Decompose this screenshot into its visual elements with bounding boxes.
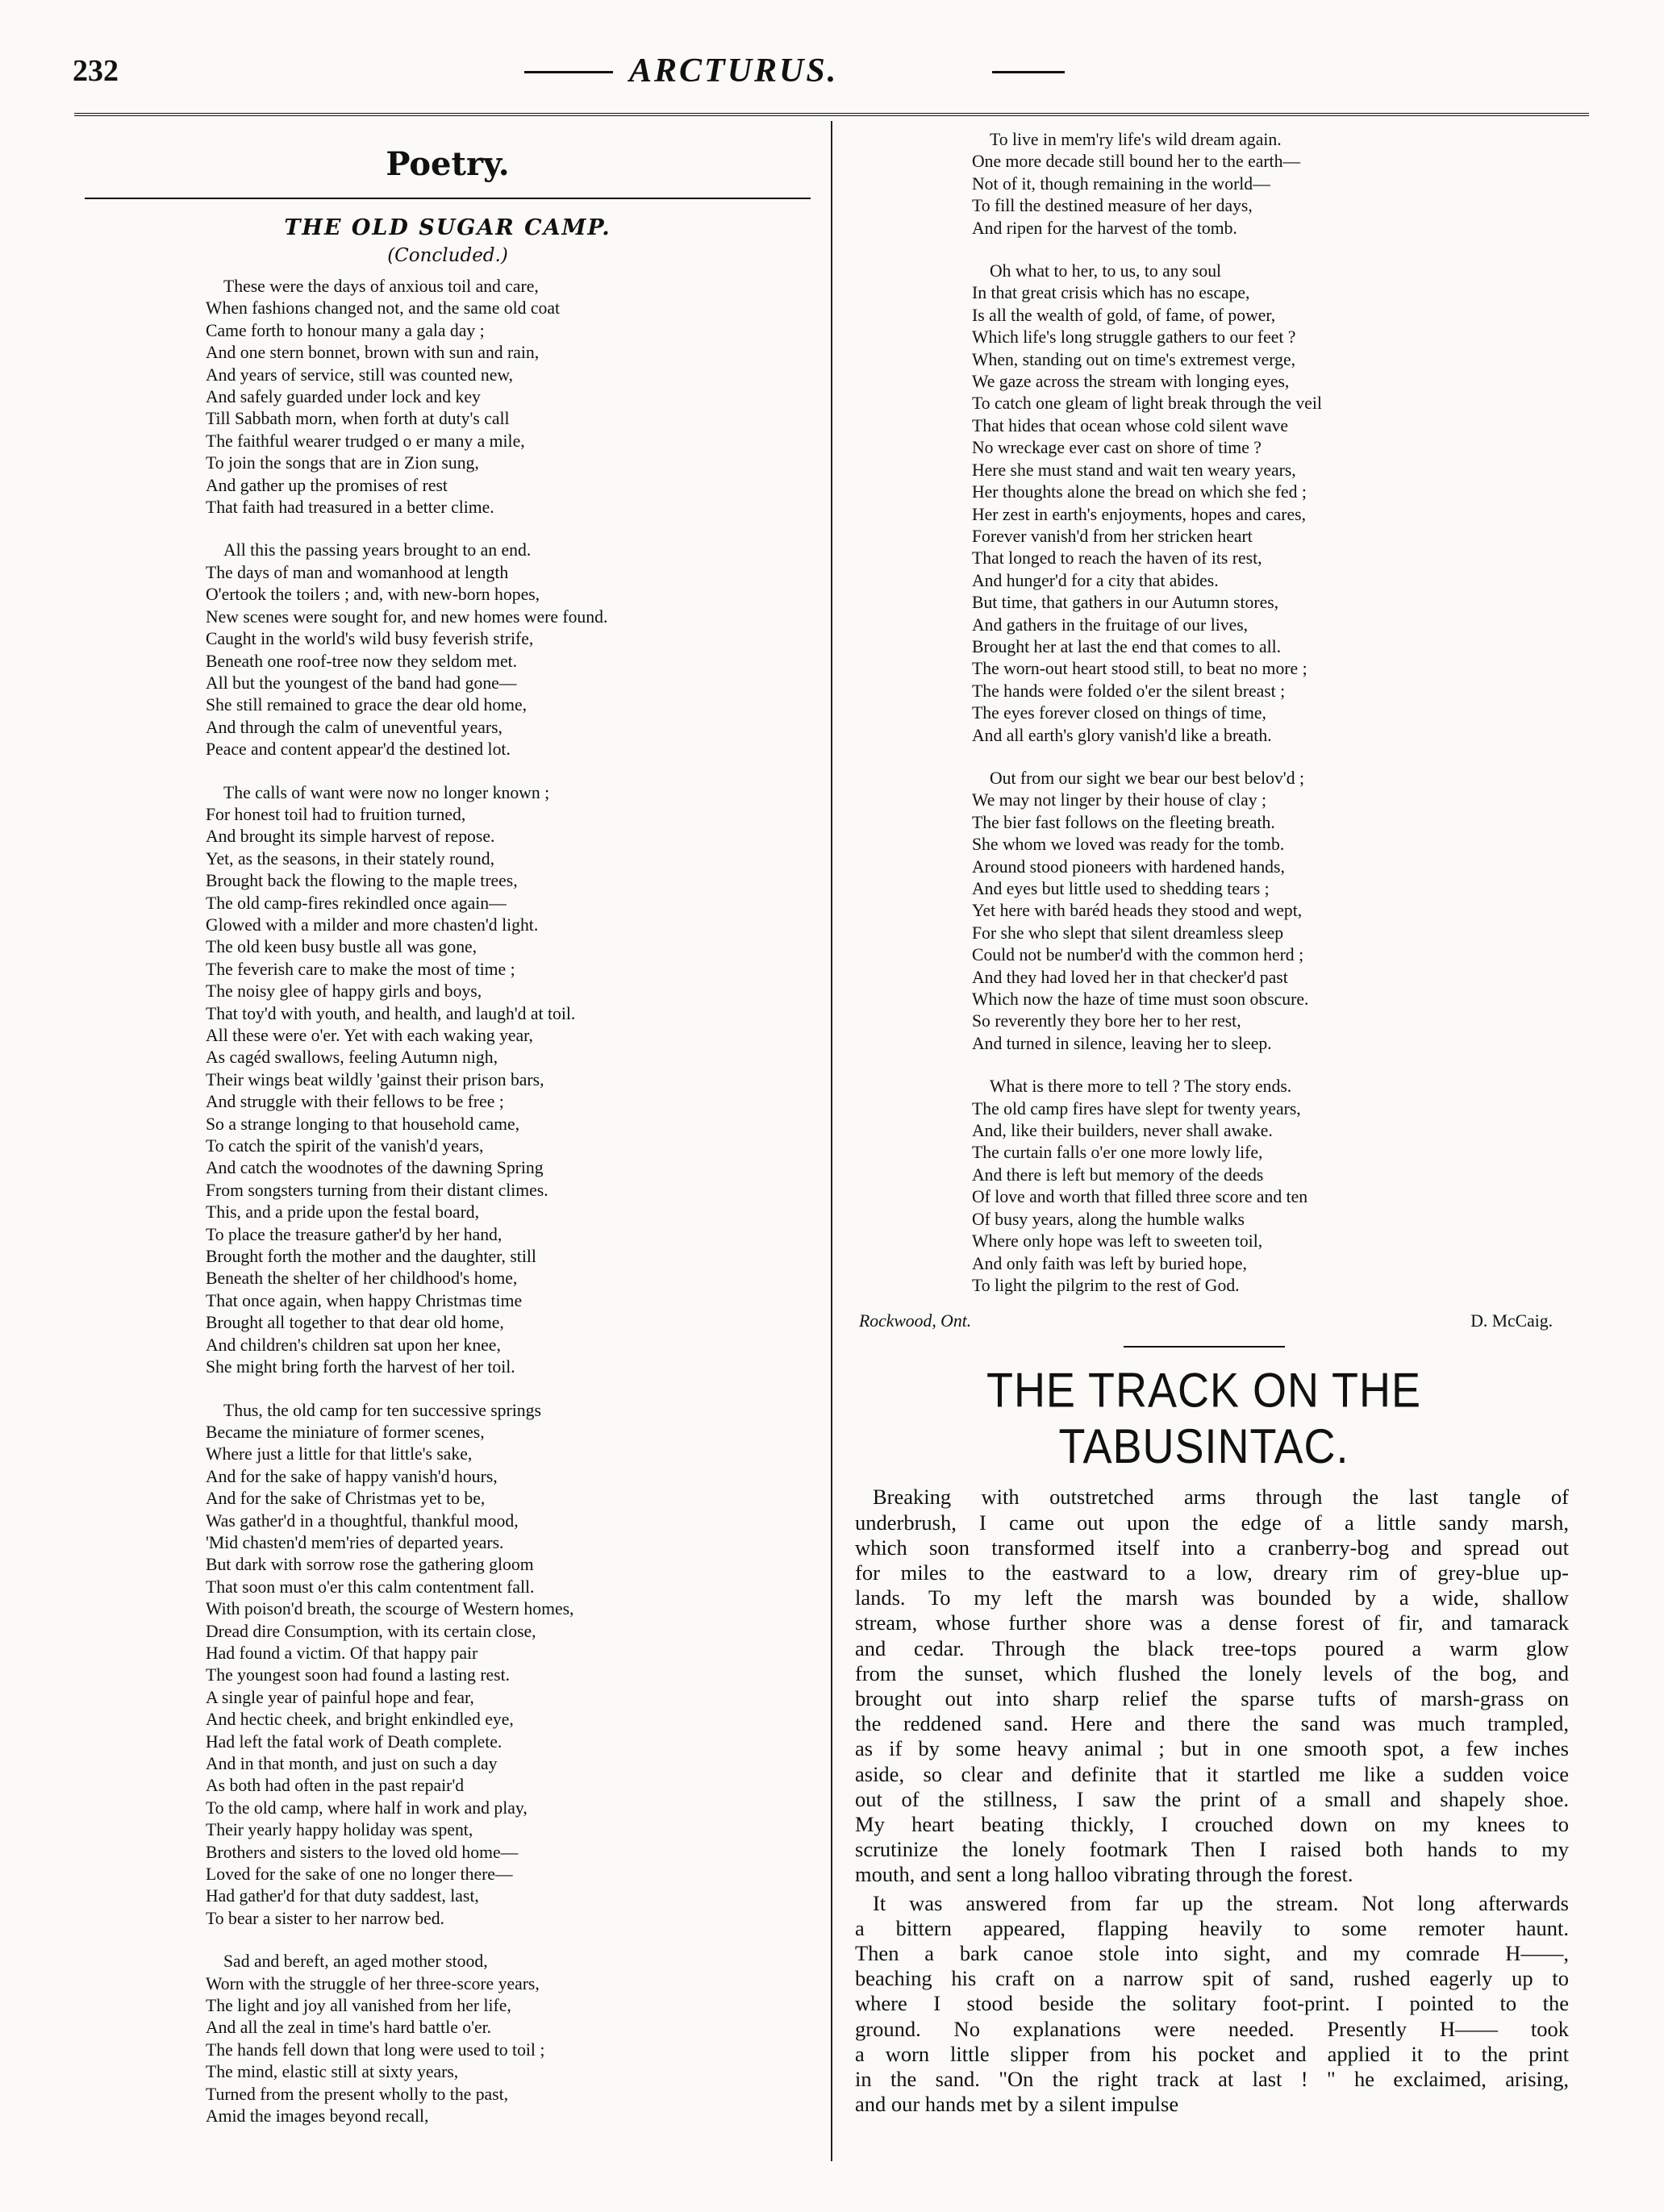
text-line: For she who slept that silent dreamless sleep xyxy=(972,923,1284,943)
text-line: It was answered from far up the stream. Not long afterwards xyxy=(873,1890,1569,1915)
article-paragraph xyxy=(839,1891,1569,2118)
stanza xyxy=(85,782,811,1379)
text-line: from the sunset, which flushed the lonely levels of the bog, and xyxy=(855,1660,1569,1685)
section-rule xyxy=(85,198,811,199)
text-line: That toy'd with youth, and health, and laugh'd at toil. xyxy=(206,1003,576,1023)
text-line: and our hands met by a silent impulse xyxy=(855,2092,1179,2117)
text-line: Their wings beat wildly 'gainst their prison bars, xyxy=(206,1069,544,1089)
stanza xyxy=(839,260,1569,747)
text-line: That hides that ocean whose cold silent wave xyxy=(972,415,1289,435)
text-line: The noisy glee of happy girls and boys, xyxy=(206,981,482,1002)
text-line: As both had often in the past repair'd xyxy=(206,1776,465,1796)
text-line: We may not linger by their house of clay ; xyxy=(972,790,1267,810)
text-line: And turned in silence, leaving her to sleep. xyxy=(972,1033,1272,1053)
text-line: The calls of want were now no longer known ; xyxy=(223,782,550,802)
text-line: And all earth's glory vanish'd like a breath. xyxy=(972,725,1272,745)
text-line: as if by some heavy animal ; but in one smooth spot, a few inches xyxy=(855,1736,1569,1761)
text-line: A single year of painful hope and fear, xyxy=(206,1687,474,1707)
text-line: Caught in the world's wild busy feverish strife, xyxy=(206,629,534,649)
text-line: Of busy years, along the humble walks xyxy=(972,1209,1245,1229)
text-line: Of love and worth that filled three score and ten xyxy=(972,1187,1308,1207)
text-line: Loved for the sake of one no longer there— xyxy=(206,1864,513,1885)
text-line: Oh what to her, to us, to any soul xyxy=(990,261,1222,281)
text-line: Till Sabbath morn, when forth at duty's call xyxy=(206,409,510,429)
right-column xyxy=(839,129,1569,2120)
article-paragraph xyxy=(839,1485,1569,1887)
text-line: And struggle with their fellows to be free ; xyxy=(206,1092,504,1112)
text-line: That once again, when happy Christmas time xyxy=(206,1290,523,1310)
text-line: To place the treasure gather'd by her hand, xyxy=(206,1224,503,1244)
text-line: To live in mem'ry life's wild dream again. xyxy=(990,130,1282,149)
text-line: And hunger'd for a city that abides. xyxy=(972,570,1219,590)
text-line: She still remained to grace the dear old home, xyxy=(206,695,528,715)
text-line: Then a bark canoe stole into sight, and my comrade H——, xyxy=(855,1940,1569,1965)
poem-place: Rockwood, Ont. xyxy=(859,1311,972,1331)
text-line: To join the songs that are in Zion sung, xyxy=(206,453,479,473)
left-column xyxy=(85,137,811,2149)
text-line: Came forth to honour many a gala day ; xyxy=(206,320,485,340)
poem-author: D. McCaig. xyxy=(1470,1311,1553,1331)
text-line: All this the passing years brought to an end. xyxy=(223,540,532,560)
text-line: When fashions changed not, and the same old coat xyxy=(206,298,561,319)
text-line: a bittern appeared, flapping heavily to some remoter haunt. xyxy=(855,1915,1569,1940)
text-line: The mind, elastic still at sixty years, xyxy=(206,2062,459,2082)
column-divider xyxy=(831,121,832,2161)
poem-subtitle: (Concluded.) xyxy=(387,245,508,266)
text-line: and cedar. Through the black tree-tops poured a warm glow xyxy=(855,1635,1569,1660)
text-line: And brought its simple harvest of repose. xyxy=(206,827,495,847)
text-line: And through the calm of uneventful years, xyxy=(206,717,503,737)
text-line: Sad and bereft, an aged mother stood, xyxy=(223,1952,488,1972)
stanza xyxy=(839,129,1569,240)
text-line: These were the days of anxious toil and care, xyxy=(223,277,539,296)
text-line: Brought back the flowing to the maple trees, xyxy=(206,871,518,891)
text-line: Where only hope was left to sweeten toil, xyxy=(972,1231,1263,1252)
text-line: Beneath the shelter of her childhood's home, xyxy=(206,1268,518,1289)
text-line: Yet, as the seasons, in their stately round, xyxy=(206,848,495,869)
text-line: Here she must stand and wait ten weary years, xyxy=(972,460,1296,480)
text-line: And all the zeal in time's hard battle o'er. xyxy=(206,2018,492,2038)
text-line: beaching his craft on a narrow spit of sand, rushed eagerly up to xyxy=(855,1966,1569,1991)
poem-signoff xyxy=(839,1311,1569,1331)
text-line: From songsters turning from their distant climes. xyxy=(206,1180,548,1200)
text-line: And hectic cheek, and bright enkindled eye, xyxy=(206,1710,514,1730)
text-line: And years of service, still was counted new, xyxy=(206,365,514,385)
text-line: To fill the destined measure of her days, xyxy=(972,196,1253,216)
text-line: And for the sake of Christmas yet to be, xyxy=(206,1489,486,1509)
text-line: The days of man and womanhood at length xyxy=(206,562,509,582)
text-line: And ripen for the harvest of the tomb. xyxy=(972,218,1237,238)
stanza xyxy=(85,1951,811,2127)
text-line: New scenes were sought for, and new homes were found. xyxy=(206,606,608,627)
text-line: Is all the wealth of gold, of fame, of power, xyxy=(972,305,1276,325)
stanza xyxy=(85,276,811,519)
text-line: Dread dire Consumption, with its certain close, xyxy=(206,1621,536,1641)
text-line: That soon must o'er this calm contentment fall. xyxy=(206,1577,535,1597)
text-line: Forever vanish'd from her stricken heart xyxy=(972,526,1253,546)
section-heading: Poetry. xyxy=(386,145,510,183)
separator-rule xyxy=(1124,1346,1285,1348)
text-line: And there is left but memory of the deeds xyxy=(972,1164,1264,1185)
text-line: She whom we loved was ready for the tomb. xyxy=(972,835,1285,855)
header-dash-right xyxy=(992,71,1065,73)
stanza xyxy=(85,1400,811,1931)
text-line: Brothers and sisters to the loved old home— xyxy=(206,1842,519,1862)
text-line: The youngest soon had found a lasting rest. xyxy=(206,1665,511,1685)
text-line: Around stood pioneers with hardened hands, xyxy=(972,856,1285,877)
text-line: What is there more to tell ? The story ends. xyxy=(990,1077,1292,1097)
text-line: underbrush, I came out upon the edge of a little sandy marsh, xyxy=(855,1510,1569,1535)
text-line: To bear a sister to her narrow bed. xyxy=(206,1908,444,1928)
text-line: for miles to the eastward to a low, dreary rim of grey-blue up- xyxy=(855,1560,1569,1585)
text-line: And for the sake of happy vanish'd hours, xyxy=(206,1466,498,1486)
text-line: The old camp fires have slept for twenty years, xyxy=(972,1098,1301,1118)
text-line: The hands were folded o'er the silent breast ; xyxy=(972,681,1286,701)
text-line: But time, that gathers in our Autumn stores, xyxy=(972,593,1279,613)
text-line: out of the stillness, I saw the print of a small and shapely shoe. xyxy=(855,1786,1569,1811)
text-line: This, and a pride upon the festal board, xyxy=(206,1202,480,1223)
text-line: All but the youngest of the band had gone— xyxy=(206,673,517,693)
text-line: And safely guarded under lock and key xyxy=(206,387,481,407)
text-line: Breaking with outstretched arms through the last tangle of xyxy=(873,1485,1569,1510)
text-line: lands. To my left the marsh was bounded by a wide, shallow xyxy=(855,1585,1569,1610)
text-line: Brought all together to that dear old home, xyxy=(206,1313,504,1333)
text-line: where I stood beside the solitary foot-print. I pointed to the xyxy=(855,1991,1569,2016)
stanza xyxy=(839,768,1569,1055)
text-line: Turned from the present wholly to the past, xyxy=(206,2084,509,2104)
text-line: Was gather'd in a thoughtful, thankful mood, xyxy=(206,1510,519,1531)
text-line: the reddened sand. Here and there the sand was much trampled, xyxy=(855,1711,1569,1736)
text-line: Thus, the old camp for ten successive springs xyxy=(223,1400,541,1420)
text-line: The eyes forever closed on things of time, xyxy=(972,703,1266,723)
text-line: aside, so clear and definite that it startled me like a sudden voice xyxy=(855,1761,1569,1786)
page-header xyxy=(73,47,1589,95)
text-line: Out from our sight we bear our best belov'd ; xyxy=(990,768,1304,788)
text-line: And they had loved her in that checker'd past xyxy=(972,967,1288,987)
text-line: One more decade still bound her to the earth— xyxy=(972,152,1301,172)
text-line: And in that month, and just on such a day xyxy=(206,1754,498,1773)
text-line: So a strange longing to that household came, xyxy=(206,1114,520,1134)
text-line: When, standing out on time's extremest verge, xyxy=(972,349,1296,369)
text-line: Which life's long struggle gathers to our feet ? xyxy=(972,327,1296,348)
text-line: a worn little slipper from his pocket and applied it to the print xyxy=(855,2041,1569,2066)
poem-left-stanzas xyxy=(85,276,811,2128)
text-line: And only faith was left by buried hope, xyxy=(972,1253,1247,1273)
text-line: Peace and content appear'd the destined lot. xyxy=(206,739,511,760)
text-line: Where just a little for that little's sake, xyxy=(206,1444,473,1464)
text-line: She might bring forth the harvest of her toil. xyxy=(206,1357,515,1377)
text-line: Glowed with a milder and more chasten'd light. xyxy=(206,914,539,935)
text-line: And, like their builders, never shall awake. xyxy=(972,1121,1273,1141)
text-line: Had found a victim. Of that happy pair xyxy=(206,1643,478,1663)
stanza xyxy=(839,1076,1569,1297)
text-line: No wreckage ever cast on shore of time ? xyxy=(972,438,1262,458)
text-line: That longed to reach the haven of its rest, xyxy=(972,548,1262,569)
running-title: ARCTURUS. xyxy=(629,52,839,90)
text-line: The hands fell down that long were used to toil ; xyxy=(206,2039,545,2060)
text-line: The bier fast follows on the fleeting breath. xyxy=(972,812,1275,832)
text-line: The old camp-fires rekindled once again— xyxy=(206,893,507,913)
text-line: And catch the woodnotes of the dawning Spring xyxy=(206,1158,544,1178)
text-line: ground. No explanations were needed. Presently H—— took xyxy=(855,2016,1569,2041)
text-line: O'ertook the toilers ; and, with new-born hopes, xyxy=(206,585,540,605)
text-line: And gather up the promises of rest xyxy=(206,475,448,495)
text-line: Amid the images beyond recall, xyxy=(206,2106,429,2127)
text-line: Worn with the struggle of her three-score years, xyxy=(206,1973,540,1993)
text-line: scrutinize the lonely footmark Then I raised both hands to my xyxy=(855,1837,1569,1862)
text-line: Could not be number'd with the common herd ; xyxy=(972,945,1304,965)
text-line: Their yearly happy holiday was spent, xyxy=(206,1820,473,1840)
text-line: Yet here with baréd heads they stood and wept, xyxy=(972,901,1303,921)
text-line: My heart beating thickly, I crouched down on my knees to xyxy=(855,1811,1569,1836)
stanza xyxy=(85,539,811,760)
text-line: Became the miniature of former scenes, xyxy=(206,1422,485,1442)
text-line: The old keen busy bustle all was gone, xyxy=(206,937,478,957)
text-line: With poison'd breath, the scourge of Western homes, xyxy=(206,1599,574,1619)
text-line: in the sand. "On the right track at last ! " he exclaimed, arising, xyxy=(855,2066,1569,2091)
text-line: And gathers in the fruitage of our lives, xyxy=(972,614,1249,635)
text-line: Which now the haze of time must soon obscure. xyxy=(972,989,1309,1010)
top-rule xyxy=(74,113,1589,118)
text-line: which soon transformed itself into a cranberry-bog and spread out xyxy=(855,1535,1569,1560)
text-line: The curtain falls o'er one more lowly life, xyxy=(972,1143,1263,1163)
text-line: Brought her at last the end that comes to all. xyxy=(972,636,1282,656)
text-line: And children's children sat upon her knee, xyxy=(206,1335,501,1355)
text-line: Her thoughts alone the bread on which she fed ; xyxy=(972,482,1307,502)
text-line: To light the pilgrim to the rest of God. xyxy=(972,1275,1240,1295)
text-line: Not of it, though remaining in the world— xyxy=(972,173,1270,194)
text-line: So reverently they bore her to her rest, xyxy=(972,1011,1241,1031)
article-body xyxy=(839,1485,1569,2117)
text-line: Her zest in earth's enjoyments, hopes and cares, xyxy=(972,504,1307,524)
text-line: The light and joy all vanished from her life, xyxy=(206,1996,511,2016)
text-line: Brought forth the mother and the daughter, still xyxy=(206,1247,536,1267)
header-dash-left xyxy=(524,71,613,73)
text-line: To catch the spirit of the vanish'd years, xyxy=(206,1136,484,1156)
text-line: As cagéd swallows, feeling Autumn nigh, xyxy=(206,1048,498,1068)
text-line: And one stern bonnet, brown with sun and rain, xyxy=(206,343,540,363)
text-line: mouth, and sent a long halloo vibrating through the forest. xyxy=(855,1862,1353,1887)
text-line: And eyes but little used to shedding tears ; xyxy=(972,879,1270,898)
text-line: stream, whose further shore was a dense forest of fir, and tamarack xyxy=(855,1610,1569,1635)
text-line: For honest toil had to fruition turned, xyxy=(206,804,466,824)
text-line: To the old camp, where half in work and play, xyxy=(206,1798,528,1818)
text-line: 'Mid chasten'd mem'ries of departed years. xyxy=(206,1532,504,1552)
text-line: brought out into sharp relief the sparse tufts of marsh-grass on xyxy=(855,1685,1569,1710)
text-line: We gaze across the stream with longing eyes, xyxy=(972,372,1290,392)
text-line: That faith had treasured in a better clime. xyxy=(206,498,494,518)
text-line: The faithful wearer trudged o er many a mile, xyxy=(206,431,525,451)
text-line: All these were o'er. Yet with each waking year, xyxy=(206,1026,533,1045)
text-line: Beneath one roof-tree now they seldom met. xyxy=(206,651,518,671)
poem-title: THE OLD SUGAR CAMP. xyxy=(284,215,611,240)
page-number: 232 xyxy=(73,54,119,88)
text-line: Had left the fatal work of Death complete. xyxy=(206,1731,503,1752)
poem-right-stanzas xyxy=(839,129,1569,1297)
text-line: To catch one gleam of light break through the veil xyxy=(972,394,1322,414)
text-line: The feverish care to make the most of time ; xyxy=(206,959,515,979)
text-line: But dark with sorrow rose the gathering gloom xyxy=(206,1555,534,1575)
text-line: Had gather'd for that duty saddest, last, xyxy=(206,1886,479,1906)
text-line: The worn-out heart stood still, to beat no more ; xyxy=(972,659,1307,679)
text-line: In that great crisis which has no escape, xyxy=(972,283,1250,303)
article-title: THE TRACK ON THE TABUSINTAC. xyxy=(986,1363,1422,1474)
